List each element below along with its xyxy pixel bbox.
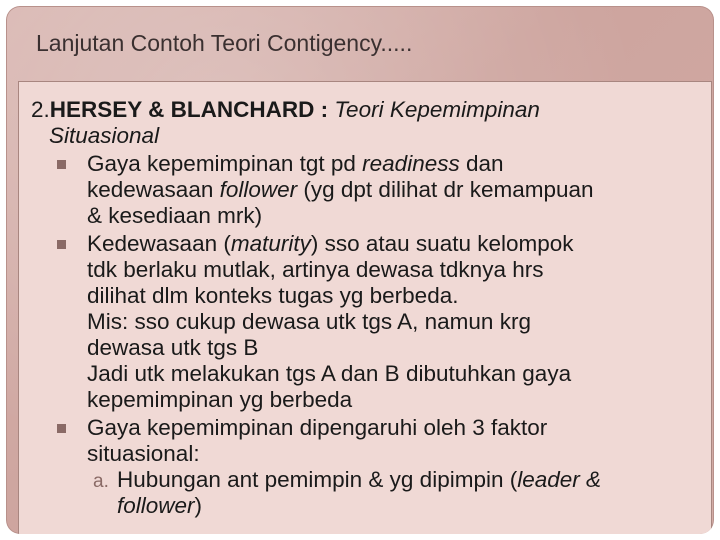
- sub-list: [31, 467, 711, 519]
- sub-item-letter: a.: [93, 471, 109, 492]
- heading-italic: Teori Kepemimpinan: [334, 97, 540, 122]
- bullet-item: [31, 151, 711, 229]
- text-line: & kesediaan mrk): [87, 203, 263, 228]
- slide-title: Lanjutan Contoh Teori Contigency.....: [36, 30, 413, 56]
- bullet-item: [31, 415, 711, 467]
- emphasis-text: follower: [117, 493, 195, 518]
- square-bullet-icon: [57, 240, 66, 249]
- text-line: dilihat dlm konteks tugas yg berbeda.: [87, 283, 459, 308]
- text-line: kepemimpinan yg berbeda: [87, 387, 353, 412]
- text-line: kedewasaan follower (yg dpt dilihat dr kemampuan: [87, 177, 594, 202]
- text-line: Gaya kepemimpinan tgt pd readiness dan: [87, 151, 504, 176]
- text-line: situasional:: [87, 441, 200, 466]
- content-panel: [18, 81, 712, 534]
- heading-bold: HERSEY & BLANCHARD :: [49, 97, 335, 122]
- text-line: Mis: sso cukup dewasa utk tgs A, namun krg: [87, 309, 531, 334]
- emphasis-text: leader &: [517, 467, 602, 492]
- heading-number: 2.: [31, 97, 50, 122]
- text-line: dewasa utk tgs B: [87, 335, 259, 360]
- emphasis-text: follower: [219, 177, 298, 202]
- slide-header: [6, 6, 714, 78]
- content-body: [31, 97, 711, 519]
- bullet-item: [31, 231, 711, 413]
- bullet-list: [31, 151, 711, 467]
- text-line: follower): [117, 493, 203, 518]
- emphasis-text: readiness: [362, 151, 460, 176]
- section-heading: [31, 97, 711, 123]
- heading-continuation: Situasional: [49, 123, 160, 148]
- text-line: Hubungan ant pemimpin & yg dipimpin (leader &: [117, 467, 602, 492]
- text-line: Gaya kepemimpinan dipengaruhi oleh 3 faktor: [87, 415, 548, 440]
- emphasis-text: maturity: [230, 231, 311, 256]
- sub-item: [31, 467, 711, 519]
- square-bullet-icon: [57, 424, 66, 433]
- text-line: Jadi utk melakukan tgs A dan B dibutuhkan gaya: [87, 361, 572, 386]
- text-line: Kedewasaan (maturity) sso atau suatu kelompok: [87, 231, 574, 256]
- square-bullet-icon: [57, 160, 66, 169]
- text-line: tdk berlaku mutlak, artinya dewasa tdknya hrs: [87, 257, 544, 282]
- slide: [6, 6, 714, 534]
